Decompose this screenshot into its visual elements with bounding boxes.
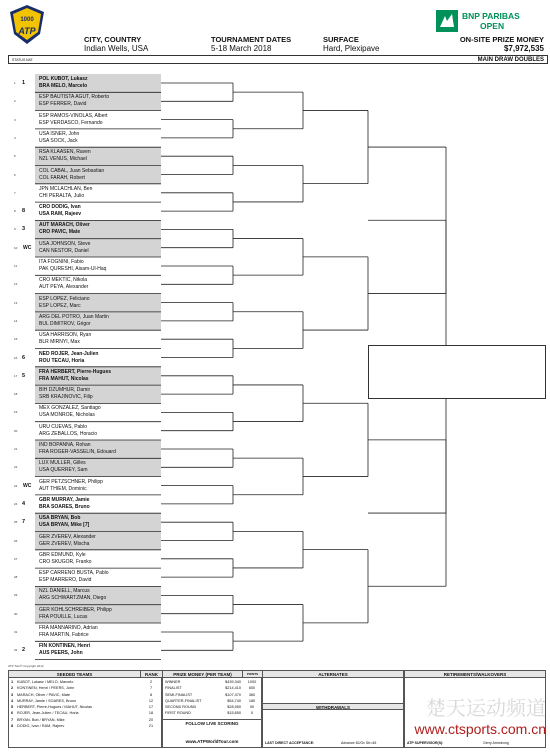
team-rank: 20 — [148, 717, 154, 722]
round-name: WINNER — [165, 680, 181, 684]
draw-number: 28 — [14, 575, 18, 580]
ranking-points: 90 — [249, 705, 255, 710]
sponsor-name: BNP PARIBAS — [462, 11, 520, 21]
player-name: POL KUBOT, Lukasz — [39, 76, 88, 82]
player-name: JPN MCLACHLAN, Ben — [39, 185, 93, 192]
status-column-header: STATUS — [12, 58, 26, 62]
seeded-team-name: DODIG, Ivan / RAM, Rajeev — [17, 724, 65, 729]
draw-number: 22 — [14, 465, 18, 470]
player-name: USA QUERREY, Sam — [39, 467, 88, 474]
supervisor-label: ATP SUPERVISOR(S): — [407, 741, 444, 745]
player-name: AUT MARACH, Oliver — [39, 222, 90, 229]
draw-number: 1 — [14, 81, 16, 85]
player-name: ESP MARRERO, David — [39, 577, 92, 584]
seed-index: 2 — [11, 686, 14, 691]
website-link[interactable]: www.ATPWorldTour.com — [185, 739, 239, 744]
draw-number: 27 — [14, 556, 18, 561]
last-direct-label: LAST DIRECT ACCEPTANCE: — [265, 741, 315, 745]
round-name: QUARTER-FINALIST — [165, 698, 202, 703]
draw-number: 18 — [14, 392, 18, 397]
player-name: AUT PEYA, Alexander — [39, 284, 89, 291]
player-name: USA MONROE, Nicholas — [39, 412, 95, 419]
draw-number: 20 — [14, 428, 18, 433]
player-name: BIH DZUMHUR, Damir — [39, 387, 91, 394]
team-rank: 21 — [148, 724, 154, 729]
player-name: FIN KONTINEN, Henri — [39, 643, 91, 650]
player-name: ESP VERDASCO, Fernando — [39, 119, 103, 126]
draw-number: 2 — [14, 99, 16, 104]
draw-number: 5 — [14, 154, 16, 159]
seed-index: 3 — [11, 692, 14, 697]
draw-number: 29 — [14, 593, 18, 598]
supervisor-value: Gerry Armstrong — [483, 741, 509, 745]
player-name: ARG SCHWARTZMAN, Diego — [39, 595, 107, 602]
draw-number: 12 — [14, 282, 18, 287]
draw-number: 11 — [14, 264, 18, 268]
player-name: GER ZVEREV, Mischa — [39, 540, 90, 547]
player-name: ESP LOPEZ, Feliciano — [39, 295, 90, 302]
draw-number: 10 — [14, 245, 18, 250]
player-name: FRA POUILLE, Lucas — [39, 613, 88, 620]
seeded-team-name: HERBERT, Pierre-Hugues / MAHUT, Nicolas — [17, 705, 93, 710]
draw-number: 19 — [14, 410, 18, 415]
seed-index: 4 — [11, 698, 14, 703]
player-name: IND BOPANNA, Rohan — [39, 442, 91, 448]
player-name: ARG ZEBALLOS, Horacio — [39, 430, 98, 437]
player-name: GER PETZSCHNER, Philipp — [39, 478, 103, 485]
player-name: USA RAM, Rajeev — [39, 211, 82, 218]
player-name: ESP CARRENO BUSTA, Pablo — [39, 570, 109, 577]
draw-number: 6 — [14, 172, 16, 177]
player-name: GER KOHLSCHREIBER, Philipp — [39, 606, 112, 613]
player-name: GBR EDMUND, Kyle — [39, 551, 86, 558]
team-rank: 18 — [148, 711, 154, 716]
alternates-title: ALTERNATES — [263, 671, 403, 678]
ranking-points: 360 — [248, 692, 256, 697]
entry-status: WC — [23, 244, 32, 251]
draw-number: 17 — [14, 373, 18, 378]
player-name: USA JOHNSON, Steve — [39, 240, 91, 247]
draw-number: 3 — [14, 117, 16, 122]
player-name: MEX GONZALEZ, Santiago — [39, 405, 101, 412]
draw-number: 21 — [14, 447, 18, 451]
player-name: PAK QURESHI, Aisam-Ul-Haq — [39, 266, 107, 272]
seed-index: 6 — [11, 711, 14, 716]
player-name: URU CUEVAS, Pablo — [39, 423, 87, 430]
team-rank: 7 — [149, 686, 153, 691]
seed-index: 1 — [11, 680, 14, 684]
live-scoring-label: FOLLOW LIVE SCORING — [163, 719, 261, 727]
seed-number: 5 — [22, 372, 26, 379]
prize-title: PRIZE MONEY (PER TEAM) — [163, 671, 243, 678]
prize-amount: $214,410 — [225, 686, 241, 691]
player-name: CRO MEKTIC, Nikola — [39, 277, 88, 284]
draw-number: 32 — [14, 648, 18, 653]
nat-column-header: NAT. — [26, 58, 34, 62]
city-label: CITY, COUNTRY — [84, 35, 142, 44]
draw-title: MAIN DRAW DOUBLES — [477, 57, 544, 63]
player-name: CRO SKUGOR, Franko — [39, 558, 92, 565]
player-name: CHI PERALTA, Julio — [39, 192, 85, 199]
round-name: FINALIST — [165, 686, 182, 691]
player-name: AUT THIEM, Dominic — [39, 485, 87, 492]
surface-value: Hard, Plexipave — [323, 44, 380, 53]
prize-amount: $107,470 — [225, 692, 241, 697]
draw-number: 14 — [14, 318, 18, 323]
seed-number: 7 — [22, 519, 26, 526]
draw-number: 16 — [14, 355, 18, 360]
draw-number: 23 — [14, 483, 18, 488]
seeded-team-name: KONTINEN, Henri / PEERS, John — [17, 686, 75, 691]
prize-money-value: $7,972,535 — [503, 44, 544, 53]
player-name: FRA MARTIN, Fabrice — [39, 632, 89, 638]
prize-amount: $54,740 — [227, 698, 241, 703]
player-name: BRA MELO, Marcelo — [39, 83, 88, 89]
seeded-team-name: MARACH, Oliver / PAVIC, Mate — [17, 692, 71, 697]
seeded-team-row — [9, 723, 161, 729]
dates-value: 5-18 March 2018 — [211, 44, 272, 53]
svg-text:ATP: ATP — [18, 26, 36, 36]
draw-number: 25 — [14, 520, 18, 525]
ranking-points: 180 — [248, 698, 256, 703]
player-name: USA SOCK, Jack — [39, 137, 78, 144]
draw-number: 31 — [14, 630, 18, 634]
player-name: ESP FERRER, David — [39, 101, 87, 108]
player-name: USA HARRISON, Ryan — [39, 332, 92, 339]
draw-number: 15 — [14, 337, 18, 342]
last-direct-value: Advance 62/Ov Str=46 — [341, 741, 377, 745]
player-name: USA ISNER, John — [39, 130, 80, 137]
copyright: ATP Tour® Copyright 2014 — [8, 664, 44, 668]
seed-number: 2 — [22, 647, 26, 654]
ranking-points: 600 — [248, 686, 256, 691]
rank-title: RANK — [141, 671, 162, 678]
retirements-title: RETIREMENTS/WALKOVERS — [405, 671, 545, 678]
player-name: CAN NESTOR, Daniel — [39, 247, 89, 254]
player-name: CRO DODIG, Ivan — [39, 204, 81, 211]
city-value: Indian Wells, USA — [84, 44, 149, 53]
entry-status: WC — [23, 482, 32, 489]
team-rank: 8 — [149, 692, 153, 697]
seeded-teams-title: SEEDED TEAMS — [9, 671, 141, 678]
player-name: USA BRYAN, Mike [7] — [39, 522, 90, 529]
draw-number: 7 — [14, 190, 16, 195]
prize-rows — [163, 679, 261, 717]
player-name: NZL VENUS, Michael — [39, 156, 87, 163]
seed-number: 4 — [22, 500, 26, 507]
seeded-team-name: KUBOT, Lukasz / MELO, Marcelo — [17, 680, 74, 684]
round-name: SECOND ROUND — [165, 705, 197, 710]
player-name: ESP LOPEZ, Marc — [39, 302, 81, 309]
player-name: BUL DIMITROV, Grigor — [39, 320, 91, 327]
player-name: AUS PEERS, John — [39, 650, 83, 657]
player-name: FRA ROGER-VASSELIN, Edouard — [39, 449, 116, 455]
prize-amount: $15,650 — [227, 711, 241, 716]
seed-number: 1 — [22, 80, 26, 86]
round-name: SEMI-FINALIST — [165, 692, 193, 697]
player-name: USA BRYAN, Bob — [39, 515, 81, 522]
ranking-points: 0 — [250, 711, 254, 716]
player-name: COL FARAH, Robert — [39, 174, 85, 181]
player-name: LUX MULLER, Gilles — [39, 460, 86, 467]
player-name: COL CABAL, Juan Sebastian — [39, 167, 105, 174]
ranking-points: 1000 — [247, 680, 257, 684]
player-name: RSA KLAASEN, Raven — [39, 149, 91, 156]
player-name: SRB KRAJINOVIC, Filip — [39, 394, 93, 401]
prize-money-table — [162, 670, 262, 748]
draw-number: 13 — [14, 300, 18, 305]
player-name: CRO PAVIC, Mate — [39, 229, 81, 236]
seeded-team-name: ROJER, Jean-Julien / TECAU, Horia — [17, 711, 79, 716]
svg-text:1000: 1000 — [20, 17, 34, 23]
seeded-team-name: MURRAY, Jamie / SOARES, Bruno — [17, 698, 77, 703]
player-name: ARG DEL POTRO, Juan Martin — [39, 313, 109, 320]
player-name: FRA MANNARINO, Adrian — [39, 625, 98, 631]
seed-index: 5 — [11, 705, 14, 710]
draw-number: 24 — [14, 501, 18, 506]
watermark — [360, 692, 546, 737]
draw-number: 26 — [14, 538, 18, 543]
player-name: ESP RAMOS-VINOLAS, Albert — [39, 112, 108, 119]
team-rank: 17 — [148, 705, 154, 710]
player-name: BLR MIRNYI, Max — [39, 339, 80, 346]
prize-row — [163, 710, 261, 716]
round-name: FIRST ROUND — [165, 711, 191, 716]
dates-label: TOURNAMENT DATES — [211, 35, 292, 44]
draw-number: 8 — [14, 209, 16, 214]
team-rank: 2 — [149, 680, 153, 684]
prize-amount: $439,340 — [225, 680, 241, 684]
draw-number: 4 — [14, 135, 16, 140]
seeded-teams-table — [8, 670, 162, 748]
points-title: POINTS — [243, 671, 262, 678]
seed-number: 6 — [22, 354, 26, 361]
player-name: FRA MAHUT, Nicolas — [39, 375, 89, 382]
draw-number: 9 — [14, 227, 16, 232]
player-name: BRA SOARES, Bruno — [39, 503, 90, 510]
prize-money-label: ON-SITE PRIZE MONEY — [459, 35, 544, 44]
player-name: GBR MURRAY, Jamie — [39, 496, 90, 503]
player-name: NZL DANIELL, Marcus — [39, 588, 90, 595]
surface-label: SURFACE — [323, 35, 359, 44]
player-name: ESP BAUTISTA AGUT, Roberto — [39, 94, 110, 101]
player-name: FRA HERBERT, Pierre-Hugues — [39, 368, 112, 375]
watermark-url: www.ctsports.com.cn — [414, 721, 546, 737]
watermark-chinese: 楚天运动频道 — [426, 696, 546, 720]
prize-amount: $28,950 — [227, 705, 241, 710]
sponsor-sub: OPEN — [480, 21, 505, 31]
player-name: ITA FOGNINI, Fabio — [39, 259, 84, 265]
seed-number: 8 — [22, 208, 26, 215]
draw-number: 30 — [14, 611, 18, 616]
player-name: ROU TECAU, Horia — [39, 357, 85, 364]
seeded-team-name: BRYAN, Bob / BRYAN, Mike — [17, 717, 65, 722]
player-name: GER ZVEREV, Alexander — [39, 533, 96, 540]
seed-index: 8 — [11, 724, 14, 729]
player-name: NED ROJER, Jean-Julien — [39, 350, 99, 357]
champion-box — [368, 345, 546, 399]
team-rank: 12 — [148, 698, 154, 703]
withdrawals-title: WITHDRAWALS — [263, 703, 403, 710]
seed-index: 7 — [11, 717, 14, 722]
seed-number: 3 — [22, 226, 26, 233]
seeded-rows — [9, 679, 161, 729]
